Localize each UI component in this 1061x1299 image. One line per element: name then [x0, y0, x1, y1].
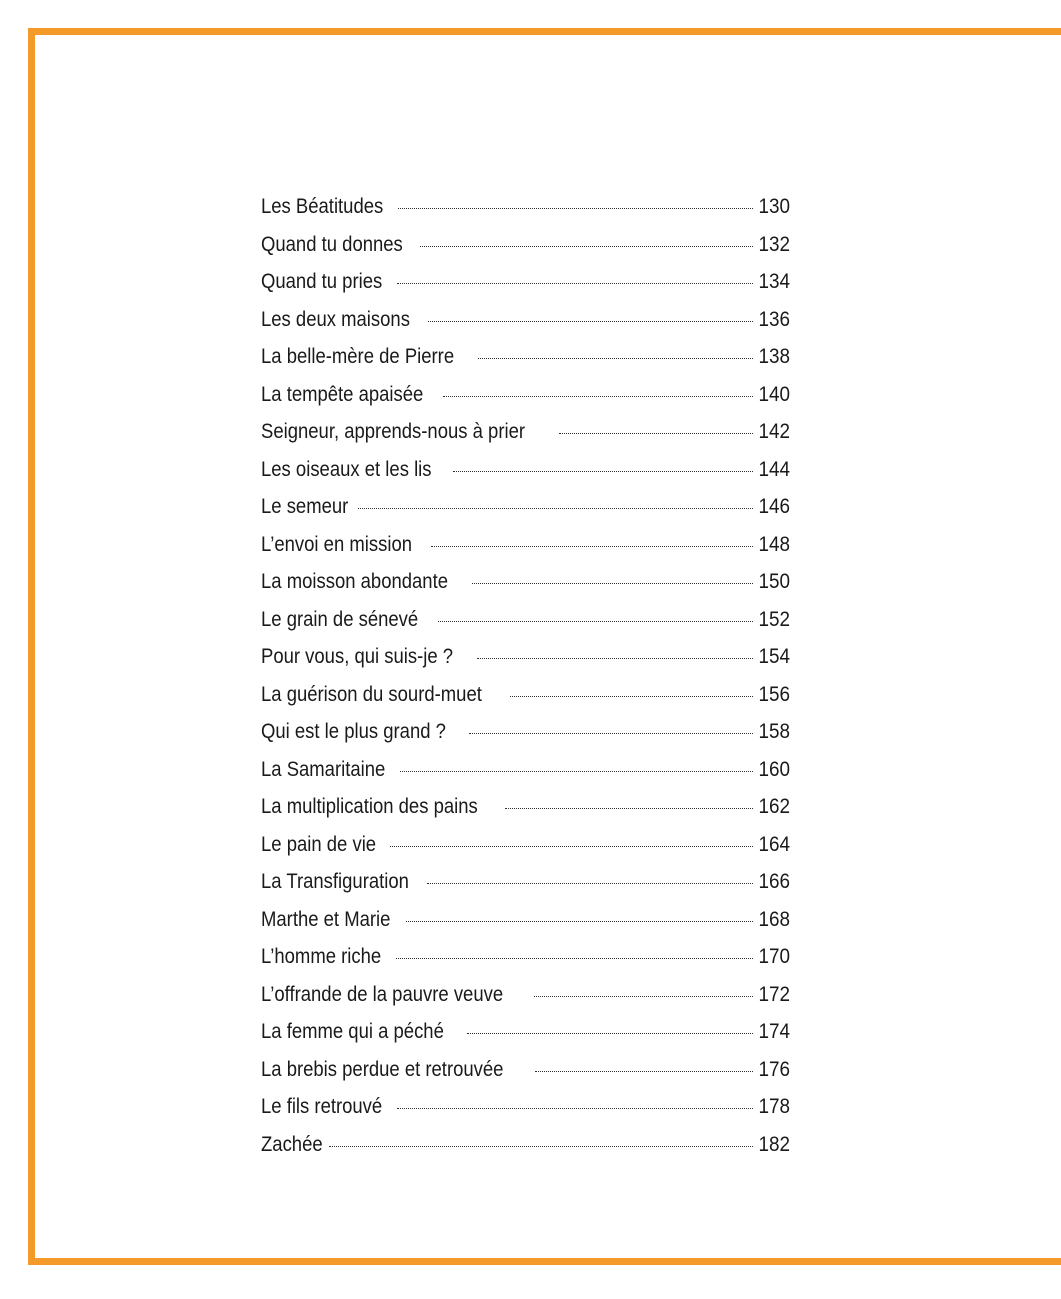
toc-dot-leader: [398, 208, 753, 209]
toc-dot-leader: [443, 396, 752, 397]
toc-dot-leader: [438, 621, 753, 622]
toc-entry[interactable]: [261, 488, 790, 526]
toc-entry[interactable]: [261, 338, 790, 376]
toc-entry-page: 162: [758, 795, 790, 818]
toc-entry-page: 154: [758, 645, 790, 668]
toc-entry-title: La Transfiguration: [261, 870, 409, 893]
toc-dot-leader: [397, 1108, 753, 1109]
toc-entry-title: Le pain de vie: [261, 832, 377, 856]
toc-entry-page: 178: [758, 1095, 790, 1118]
toc-entry-page: 160: [758, 757, 790, 781]
toc-dot-leader: [467, 1033, 753, 1034]
toc-entry[interactable]: [261, 188, 790, 226]
toc-entry-page: 168: [758, 907, 790, 931]
toc-dot-leader: [534, 996, 753, 997]
toc-entry-title: Les oiseaux et les lis: [261, 457, 432, 481]
toc-entry-page: 174: [758, 1020, 790, 1043]
toc-dot-leader: [427, 883, 753, 884]
toc-entry-title: Quand tu donnes: [261, 232, 403, 256]
toc-entry-page: 148: [758, 532, 790, 556]
toc-dot-leader: [428, 321, 753, 322]
toc-entry[interactable]: [261, 938, 790, 976]
toc-entry-title: Le fils retrouvé: [261, 1095, 383, 1118]
toc-entry-title: L’offrande de la pauvre veuve: [261, 982, 504, 1006]
toc-dot-leader: [396, 958, 753, 959]
toc-entry-title: La brebis perdue et retrouvée: [261, 1057, 504, 1081]
toc-entry-page: 182: [758, 1132, 790, 1156]
toc-dot-leader: [453, 471, 753, 472]
toc-entry-page: 144: [758, 457, 790, 481]
toc-entry-page: 134: [758, 270, 790, 293]
toc-entry-title: Marthe et Marie: [261, 907, 391, 931]
toc-dot-leader: [406, 921, 753, 922]
toc-entry-title: L’homme riche: [261, 945, 382, 968]
toc-entry[interactable]: [261, 601, 790, 639]
toc-entry-title: La Samaritaine: [261, 757, 386, 781]
toc-entry-page: 164: [758, 832, 790, 856]
toc-entry-title: Quand tu pries: [261, 270, 383, 293]
toc-entry-page: 132: [758, 232, 790, 256]
toc-entry[interactable]: [261, 788, 790, 826]
toc-entry-page: 156: [758, 682, 790, 706]
toc-entry-page: 150: [758, 570, 790, 593]
toc-entry[interactable]: [261, 713, 790, 751]
toc-entry[interactable]: [261, 1051, 790, 1089]
toc-entry-page: 136: [758, 307, 790, 331]
toc-entry[interactable]: [261, 1126, 790, 1164]
toc-entry-title: Le grain de sénevé: [261, 607, 419, 631]
toc-entry-page: 152: [758, 607, 790, 631]
table-of-contents: [261, 188, 790, 1163]
toc-dot-leader: [478, 358, 753, 359]
toc-entry-title: Le semeur: [261, 495, 349, 518]
toc-entry[interactable]: [261, 976, 790, 1014]
toc-entry[interactable]: [261, 638, 790, 676]
toc-entry[interactable]: [261, 863, 790, 901]
toc-entry[interactable]: [261, 263, 790, 301]
toc-entry-title: Les Béatitudes: [261, 195, 384, 218]
toc-entry-page: 158: [758, 720, 790, 743]
toc-entry-page: 146: [758, 495, 790, 518]
toc-entry-title: Zachée: [261, 1132, 323, 1156]
toc-dot-leader: [477, 658, 753, 659]
toc-entry-title: Seigneur, apprends-nous à prier: [261, 420, 526, 443]
toc-entry[interactable]: [261, 751, 790, 789]
toc-entry-title: Pour vous, qui suis-je ?: [261, 645, 454, 668]
toc-entry-title: La tempête apaisée: [261, 382, 424, 406]
toc-entry[interactable]: [261, 563, 790, 601]
toc-dot-leader: [559, 433, 753, 434]
toc-entry-page: 140: [758, 382, 790, 406]
toc-entry-title: La guérison du sourd-muet: [261, 682, 482, 706]
toc-entry[interactable]: [261, 901, 790, 939]
toc-entry[interactable]: [261, 1013, 790, 1051]
toc-entry-page: 130: [758, 195, 790, 218]
toc-entry-title: La multiplication des pains: [261, 795, 478, 818]
toc-entry-page: 138: [758, 345, 790, 368]
toc-entry-page: 176: [758, 1057, 790, 1081]
toc-entry-title: La femme qui a péché: [261, 1020, 444, 1043]
toc-entry[interactable]: [261, 376, 790, 414]
toc-entry-title: L’envoi en mission: [261, 532, 413, 556]
toc-entry-title: La belle-mère de Pierre: [261, 345, 455, 368]
toc-entry[interactable]: [261, 413, 790, 451]
toc-entry[interactable]: [261, 226, 790, 264]
toc-entry[interactable]: [261, 1088, 790, 1126]
toc-dot-leader: [472, 583, 753, 584]
toc-dot-leader: [358, 508, 753, 509]
toc-dot-leader: [431, 546, 753, 547]
toc-entry-title: Les deux maisons: [261, 307, 410, 331]
toc-entry-title: Qui est le plus grand ?: [261, 720, 446, 743]
toc-entry[interactable]: [261, 826, 790, 864]
toc-entry[interactable]: [261, 526, 790, 564]
toc-entry-page: 142: [758, 420, 790, 443]
toc-dot-leader: [510, 696, 753, 697]
toc-dot-leader: [400, 771, 753, 772]
toc-entry[interactable]: [261, 451, 790, 489]
toc-dot-leader: [505, 808, 753, 809]
toc-entry[interactable]: [261, 301, 790, 339]
toc-entry-page: 172: [758, 982, 790, 1006]
toc-dot-leader: [469, 733, 753, 734]
toc-entry[interactable]: [261, 676, 790, 714]
toc-dot-leader: [535, 1071, 753, 1072]
toc-dot-leader: [397, 283, 753, 284]
toc-dot-leader: [420, 246, 753, 247]
toc-entry-title: La moisson abondante: [261, 570, 448, 593]
toc-dot-leader: [329, 1146, 753, 1147]
toc-entry-page: 170: [758, 945, 790, 968]
toc-dot-leader: [390, 846, 753, 847]
toc-entry-page: 166: [758, 870, 790, 893]
